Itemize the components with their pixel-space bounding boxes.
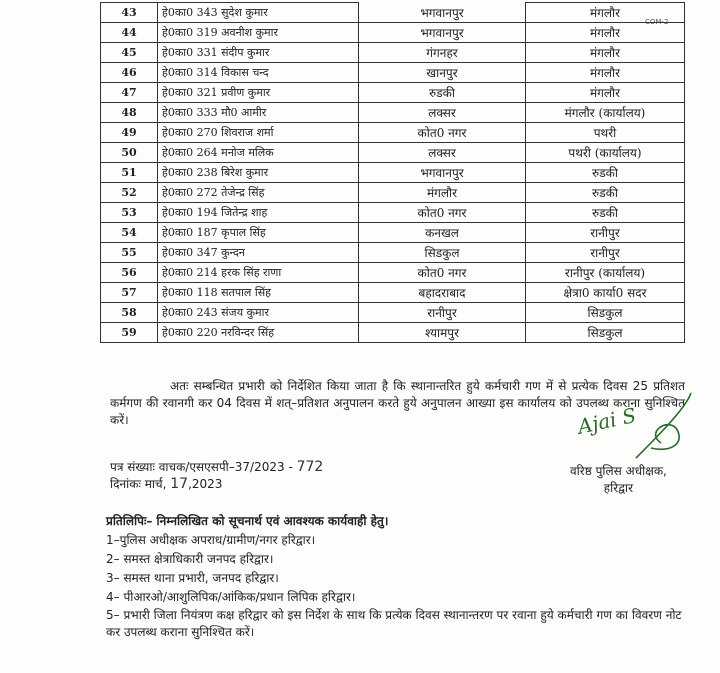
table-row	[101, 43, 685, 63]
table-row	[101, 23, 685, 43]
to-station-cell: सिडकुल	[526, 303, 685, 323]
employee-name-cell: हे0का0 333 मौ0 आमीर	[158, 103, 359, 123]
from-station-cell: लक्सर	[359, 143, 526, 163]
serial-number-cell: 52	[101, 183, 158, 203]
copy-item: 2– समस्त क्षेत्राधिकारी जनपद हरिद्वार।	[106, 552, 274, 566]
employee-name-cell: हे0का0 214 हरक सिंह राणा	[158, 263, 359, 283]
employee-name-cell: हे0का0 194 जितेन्द्र शाह	[158, 203, 359, 223]
copy-to-section	[106, 512, 696, 641]
to-station-cell: पथरी	[526, 123, 685, 143]
table-row	[101, 83, 685, 103]
from-station-cell: कोत0 नगर	[359, 123, 526, 143]
table-row	[101, 223, 685, 243]
to-station-cell: मंगलौर	[526, 83, 685, 103]
table-row	[101, 283, 685, 303]
from-station-cell: श्यामपुर	[359, 323, 526, 343]
signatory-designation: वरिष्ठ पुलिस अधीक्षक,	[570, 464, 667, 478]
table-row	[101, 203, 685, 223]
employee-name-cell: हे0का0 264 मनोज मलिक	[158, 143, 359, 163]
from-station-cell: गंगनहर	[359, 43, 526, 63]
employee-name-cell: हे0का0 220 नरविन्दर सिंह	[158, 323, 359, 343]
serial-number-cell: 53	[101, 203, 158, 223]
signature-scribble: Ajai S	[575, 402, 639, 439]
serial-number-cell: 54	[101, 223, 158, 243]
from-station-cell: रुडकी	[359, 83, 526, 103]
from-station-cell: भगवानपुर	[359, 23, 526, 43]
serial-number-cell: 44	[101, 23, 158, 43]
serial-number-cell: 50	[101, 143, 158, 163]
from-station-cell: कनखल	[359, 223, 526, 243]
copy-item: 4– पीआरओ/आशुलिपिक/आंकिक/प्रधान लिपिक हरिद्वार।	[106, 590, 356, 604]
to-station-cell: रुडकी	[526, 163, 685, 183]
date-year: ,2023	[188, 477, 223, 491]
to-station-cell: रुडकी	[526, 203, 685, 223]
signatory-block	[570, 463, 667, 497]
copy-item: 1–पुलिस अधीक्षक अपराध/ग्रामीण/नगर हरिद्वार।	[106, 533, 316, 547]
to-station-cell: पथरी (कार्यालय)	[526, 143, 685, 163]
employee-name-cell: हे0का0 347 कुन्दन	[158, 243, 359, 263]
serial-number-cell: 57	[101, 283, 158, 303]
employee-name-cell: हे0का0 314 विकास चन्द	[158, 63, 359, 83]
employee-name-cell: हे0का0 118 सतपाल सिंह	[158, 283, 359, 303]
copy-item: 5– प्रभारी जिला नियंत्रण कक्ष हरिद्वार को इस निर्देश के साथ कि प्रत्येक दिवस स्थानान्तरण पर रवाना हुये कर्मचारी गण का विवरण नोट कर उपलब्ध कराना सुनिश्चित करें।	[106, 608, 682, 639]
employee-name-cell: हे0का0 331 संदीप कुमार	[158, 43, 359, 63]
from-station-cell: रानीपुर	[359, 303, 526, 323]
employee-name-cell: हे0का0 319 अवनीश कुमार	[158, 23, 359, 43]
to-station-cell: रानीपुर	[526, 243, 685, 263]
from-station-cell: सिडकुल	[359, 243, 526, 263]
to-station-cell: रानीपुर (कार्यालय)	[526, 263, 685, 283]
to-station-cell: रुडकी	[526, 183, 685, 203]
from-station-cell: लक्सर	[359, 103, 526, 123]
to-station-cell: सिडकुल	[526, 323, 685, 343]
letter-number-label: पत्र संख्याः वाचक/एसएसपी–37/2023 -	[110, 460, 293, 474]
serial-number-cell: 56	[101, 263, 158, 283]
from-station-cell: कोत0 नगर	[359, 203, 526, 223]
serial-number-cell: 59	[101, 323, 158, 343]
serial-number-cell: 43	[101, 3, 158, 23]
serial-number-cell: 45	[101, 43, 158, 63]
to-station-cell: मंगलौर	[526, 43, 685, 63]
signatory-place: हरिद्वार	[603, 481, 634, 495]
copy-heading: प्रतिलिपिः– निम्नलिखित को सूचनार्थ एवं आवश्यक कार्यवाही हेतु।	[106, 514, 389, 528]
table-row	[101, 303, 685, 323]
employee-name-cell: हे0का0 243 संजय कुमार	[158, 303, 359, 323]
employee-name-cell: हे0का0 343 सुदेश कुमार	[158, 3, 359, 23]
from-station-cell: बहादराबाद	[359, 283, 526, 303]
page-corner-mark: COM-2	[645, 18, 669, 26]
from-station-cell: मंगलौर	[359, 183, 526, 203]
employee-name-cell: हे0का0 187 कृपाल सिंह	[158, 223, 359, 243]
to-station-cell: क्षेत्रा0 कार्या0 सदर	[526, 283, 685, 303]
employee-name-cell: हे0का0 238 बिरेश कुमार	[158, 163, 359, 183]
serial-number-cell: 51	[101, 163, 158, 183]
employee-name-cell: हे0का0 270 शिवराज शर्मा	[158, 123, 359, 143]
to-station-cell: मंगलौर	[526, 23, 685, 43]
table-row	[101, 103, 685, 123]
table-row	[101, 63, 685, 83]
serial-number-cell: 55	[101, 243, 158, 263]
employee-name-cell: हे0का0 321 प्रवीण कुमार	[158, 83, 359, 103]
table-row	[101, 243, 685, 263]
table-row	[101, 3, 685, 23]
table-row	[101, 123, 685, 143]
letter-number-handwritten: 772	[296, 459, 324, 475]
transfer-table	[100, 2, 685, 343]
employee-name-cell: हे0का0 272 तेजेन्द्र सिंह	[158, 183, 359, 203]
serial-number-cell: 49	[101, 123, 158, 143]
serial-number-cell: 48	[101, 103, 158, 123]
table-row	[101, 163, 685, 183]
letter-reference	[110, 459, 323, 493]
serial-number-cell: 46	[101, 63, 158, 83]
date-handwritten: 17	[170, 476, 189, 492]
from-station-cell: कोत0 नगर	[359, 263, 526, 283]
from-station-cell: खानपुर	[359, 63, 526, 83]
from-station-cell: भगवानपुर	[359, 3, 526, 23]
copy-item: 3– समस्त थाना प्रभारी, जनपद हरिद्वार।	[106, 571, 279, 585]
date-label: दिनांकः मार्च,	[110, 477, 167, 491]
serial-number-cell: 58	[101, 303, 158, 323]
table-row	[101, 183, 685, 203]
table-row	[101, 263, 685, 283]
to-station-cell: मंगलौर	[526, 3, 685, 23]
to-station-cell: मंगलौर (कार्यालय)	[526, 103, 685, 123]
from-station-cell: भगवानपुर	[359, 163, 526, 183]
to-station-cell: मंगलौर	[526, 63, 685, 83]
table-row	[101, 323, 685, 343]
table-row	[101, 143, 685, 163]
serial-number-cell: 47	[101, 83, 158, 103]
instruction-text: अतः सम्बन्धित प्रभारी को निर्देशित किया जाता है कि स्थानान्तरित हुये कर्मचारी गण में से प्रत्येक दिवस 25 प्रतिशत कर्मगण की रवानगी कर 04 दिवस में शत्–प्रतिशत अनुपालन करते हुये अनुपालन आख्या इस कार्यालय को उपलब्ध कराना सुनिश्चित करें।	[110, 379, 685, 427]
to-station-cell: रानीपुर	[526, 223, 685, 243]
